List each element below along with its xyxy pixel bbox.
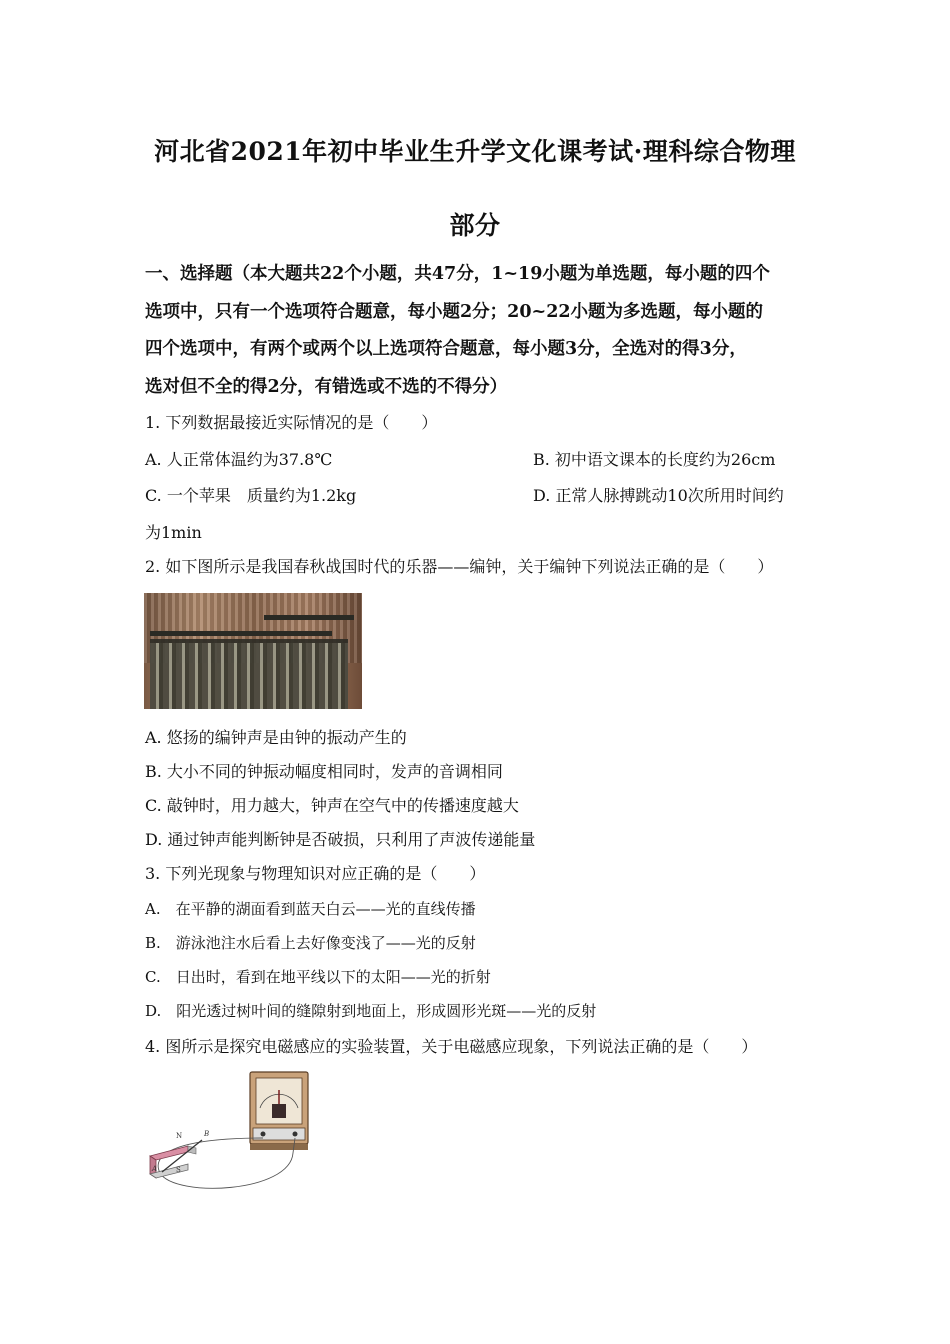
label-n: N [176,1132,183,1140]
rack-beam [264,615,354,620]
section-heading [145,256,810,406]
page-title-line1: 河北省2021年初中毕业生升学文化课考试·理科综合物理 [154,137,796,166]
section-heading-line: 选项中，只有一个选项符合题意，每小题2分；20~22小题为多选题，每小题的 [145,301,764,322]
q2-stem: 2. 如下图所示是我国春秋战国时代的乐器——编钟，关于编钟下列说法正确的是（ ） [145,557,774,576]
bianzhong-photo [144,593,362,709]
page-title-line2: 部分 [449,211,501,240]
label-b: B [204,1130,210,1138]
label-s: S [176,1166,181,1174]
section-heading-line: 选对但不全的得2分，有错选或不选的不得分） [145,376,508,397]
q3-option-d: D. 阳光透过树叶间的缝隙射到地面上，形成圆形光斑——光的反射 [145,1002,597,1020]
section-heading-line: 四个选项中，有两个或两个以上选项符合题意，每小题3分，全选对的得3分， [145,339,747,359]
q1-option-d-continued: 为1min [145,523,202,542]
q3-option-c: C. 日出时，看到在地平线以下的太阳——光的折射 [145,968,491,986]
q3-option-b: B. 游泳池注水后看上去好像变浅了——光的反射 [145,934,476,952]
electromagnetic-induction-diagram [140,1068,315,1193]
q3-stem: 3. 下列光现象与物理知识对应正确的是（ ） [145,864,486,883]
q2-option-c: C. 敲钟时，用力越大，钟声在空气中的传播速度越大 [145,796,519,815]
q3-option-a: A. 在平静的湖面看到蓝天白云——光的直线传播 [145,900,476,918]
label-a: A [152,1165,158,1173]
q1-option-c: C. 一个苹果 质量约为1.2kg [145,486,357,505]
section-heading-line: 一、选择题（本大题共22个小题，共47分，1~19小题为单选题，每小题的四个 [145,264,770,284]
bells-row [150,639,348,709]
q1-option-d: D. 正常人脉搏跳动10次所用时间约 [533,486,784,505]
q4-stem: 4. 图所示是探究电磁感应的实验装置，关于电磁感应现象，下列说法正确的是（ ） [145,1037,758,1056]
q1-option-b: B. 初中语文课本的长度约为26cm [533,450,776,469]
q2-option-d: D. 通过钟声能判断钟是否破损，只利用了声波传递能量 [145,830,536,849]
q1-option-a: A. 人正常体温约为37.8℃ [145,450,333,469]
rack-beam [150,631,332,636]
q2-option-a: A. 悠扬的编钟声是由钟的振动产生的 [145,728,407,747]
q2-option-b: B. 大小不同的钟振动幅度相同时，发声的音调相同 [145,762,503,781]
q1-stem: 1. 下列数据最接近实际情况的是（ ） [145,413,438,432]
